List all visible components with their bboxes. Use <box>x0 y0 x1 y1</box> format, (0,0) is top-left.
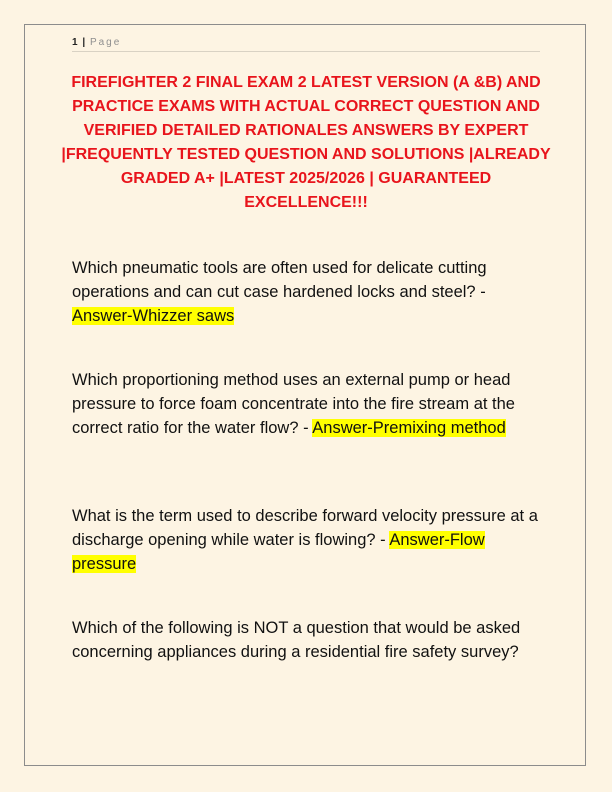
question-text: Which proportioning method uses an external pump or head pressure to force foam concentrate into the fire stream at the correct ratio for the water flow? - <box>72 371 515 437</box>
question-block <box>72 368 542 440</box>
page-header-separator: | <box>82 37 86 48</box>
question-text: Which pneumatic tools are often used for delicate cutting operations and can cut case hardened locks and steel? - <box>72 259 487 301</box>
answer-text: Answer-Whizzer saws <box>72 307 235 325</box>
answer-text: Answer-Premixing method <box>312 419 506 437</box>
answer-text: Answer-Flow pressure <box>72 531 485 573</box>
question-text: What is the term used to describe forward velocity pressure at a discharge opening while water is flowing? - <box>72 507 538 549</box>
question-text: Which of the following is NOT a question that would be asked concerning appliances during a residential fire safety survey? <box>72 619 521 661</box>
document-title: FIREFIGHTER 2 FINAL EXAM 2 LATEST VERSION (A &B) AND PRACTICE EXAMS WITH ACTUAL CORRECT QUESTION AND VERIFIED DETAILED RATIONALES ANSWERS BY EXPERT |FREQUENTLY TESTED QUESTION AND SOLUTIONS |ALREADY GRADED A+ |LATEST 2025/2026 | GUARANTEED EXCELLENCE!!! <box>61 74 551 211</box>
question-block <box>72 504 542 576</box>
question-block <box>72 256 542 328</box>
question-block <box>72 616 542 664</box>
page-header <box>72 37 540 52</box>
page-number: 1 <box>72 37 78 48</box>
page-label: Page <box>89 37 122 48</box>
